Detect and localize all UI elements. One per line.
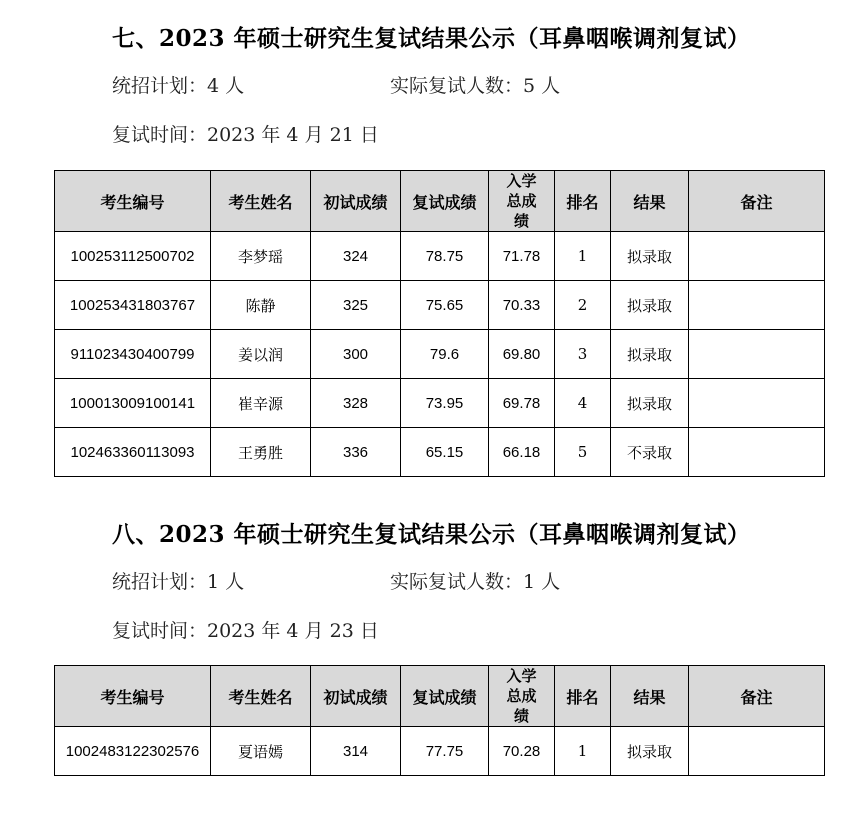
cell-prelim-score: 328 <box>311 379 401 428</box>
header-prelim-score: 初试成绩 <box>311 171 401 232</box>
result-table-eight <box>54 665 825 776</box>
cell-candidate-id: 102463360113093 <box>55 428 211 477</box>
header-rank: 排名 <box>555 666 611 727</box>
section-seven-actual: 实际复试人数：5 人 <box>390 75 561 97</box>
cell-candidate-name: 夏语嫣 <box>211 727 311 776</box>
header-rank: 排名 <box>555 171 611 232</box>
section-eight-title: 八、2023 年硕士研究生复试结果公示（耳鼻咽喉调剂复试） <box>112 521 751 548</box>
header-candidate-name: 考生姓名 <box>211 666 311 727</box>
header-result: 结果 <box>611 171 689 232</box>
cell-total-score: 70.33 <box>489 281 555 330</box>
cell-prelim-score: 300 <box>311 330 401 379</box>
cell-candidate-name: 姜以润 <box>211 330 311 379</box>
cell-candidate-id: 100253431803767 <box>55 281 211 330</box>
cell-rank: 1 <box>555 727 611 776</box>
section-eight-actual: 实际复试人数：1 人 <box>390 571 561 593</box>
cell-rank: 4 <box>555 379 611 428</box>
section-eight-date: 复试时间：2023 年 4 月 23 日 <box>112 620 379 642</box>
cell-candidate-id: 1002483122302576 <box>55 727 211 776</box>
cell-rank: 1 <box>555 232 611 281</box>
cell-candidate-name: 崔辛源 <box>211 379 311 428</box>
cell-total-score: 69.80 <box>489 330 555 379</box>
cell-total-score: 69.78 <box>489 379 555 428</box>
header-total-score <box>489 666 555 727</box>
cell-prelim-score: 325 <box>311 281 401 330</box>
header-candidate-name: 考生姓名 <box>211 171 311 232</box>
cell-retest-score: 79.6 <box>401 330 489 379</box>
cell-retest-score: 78.75 <box>401 232 489 281</box>
section-seven-plan: 统招计划：4 人 <box>112 75 245 97</box>
cell-retest-score: 77.75 <box>401 727 489 776</box>
table-row <box>55 727 825 776</box>
cell-result: 拟录取 <box>611 330 689 379</box>
header-note: 备注 <box>689 171 825 232</box>
header-total-score-label: 入学总成绩 <box>506 667 537 725</box>
header-result: 结果 <box>611 666 689 727</box>
cell-prelim-score: 324 <box>311 232 401 281</box>
cell-candidate-name: 李梦瑶 <box>211 232 311 281</box>
header-prelim-score: 初试成绩 <box>311 666 401 727</box>
cell-retest-score: 73.95 <box>401 379 489 428</box>
cell-result: 不录取 <box>611 428 689 477</box>
cell-candidate-name: 王勇胜 <box>211 428 311 477</box>
cell-rank: 5 <box>555 428 611 477</box>
cell-note <box>689 727 825 776</box>
header-candidate-id: 考生编号 <box>55 666 211 727</box>
header-retest-score: 复试成绩 <box>401 171 489 232</box>
cell-candidate-id: 100253112500702 <box>55 232 211 281</box>
cell-rank: 3 <box>555 330 611 379</box>
cell-prelim-score: 336 <box>311 428 401 477</box>
header-retest-score: 复试成绩 <box>401 666 489 727</box>
cell-candidate-name: 陈静 <box>211 281 311 330</box>
cell-result: 拟录取 <box>611 281 689 330</box>
header-total-score-label: 入学总成绩 <box>506 172 537 230</box>
cell-prelim-score: 314 <box>311 727 401 776</box>
cell-result: 拟录取 <box>611 727 689 776</box>
cell-rank: 2 <box>555 281 611 330</box>
section-seven-title: 七、2023 年硕士研究生复试结果公示（耳鼻咽喉调剂复试） <box>112 25 751 52</box>
header-note: 备注 <box>689 666 825 727</box>
cell-retest-score: 75.65 <box>401 281 489 330</box>
header-candidate-id: 考生编号 <box>55 171 211 232</box>
section-seven-date: 复试时间：2023 年 4 月 21 日 <box>112 124 379 146</box>
cell-result: 拟录取 <box>611 232 689 281</box>
table-body-eight <box>55 727 825 776</box>
cell-retest-score: 65.15 <box>401 428 489 477</box>
cell-total-score: 70.28 <box>489 727 555 776</box>
section-eight-plan: 统招计划：1 人 <box>112 571 245 593</box>
cell-total-score: 71.78 <box>489 232 555 281</box>
cell-total-score: 66.18 <box>489 428 555 477</box>
cell-candidate-id: 911023430400799 <box>55 330 211 379</box>
cell-result: 拟录取 <box>611 379 689 428</box>
cell-candidate-id: 100013009100141 <box>55 379 211 428</box>
table-header-row <box>55 666 825 727</box>
